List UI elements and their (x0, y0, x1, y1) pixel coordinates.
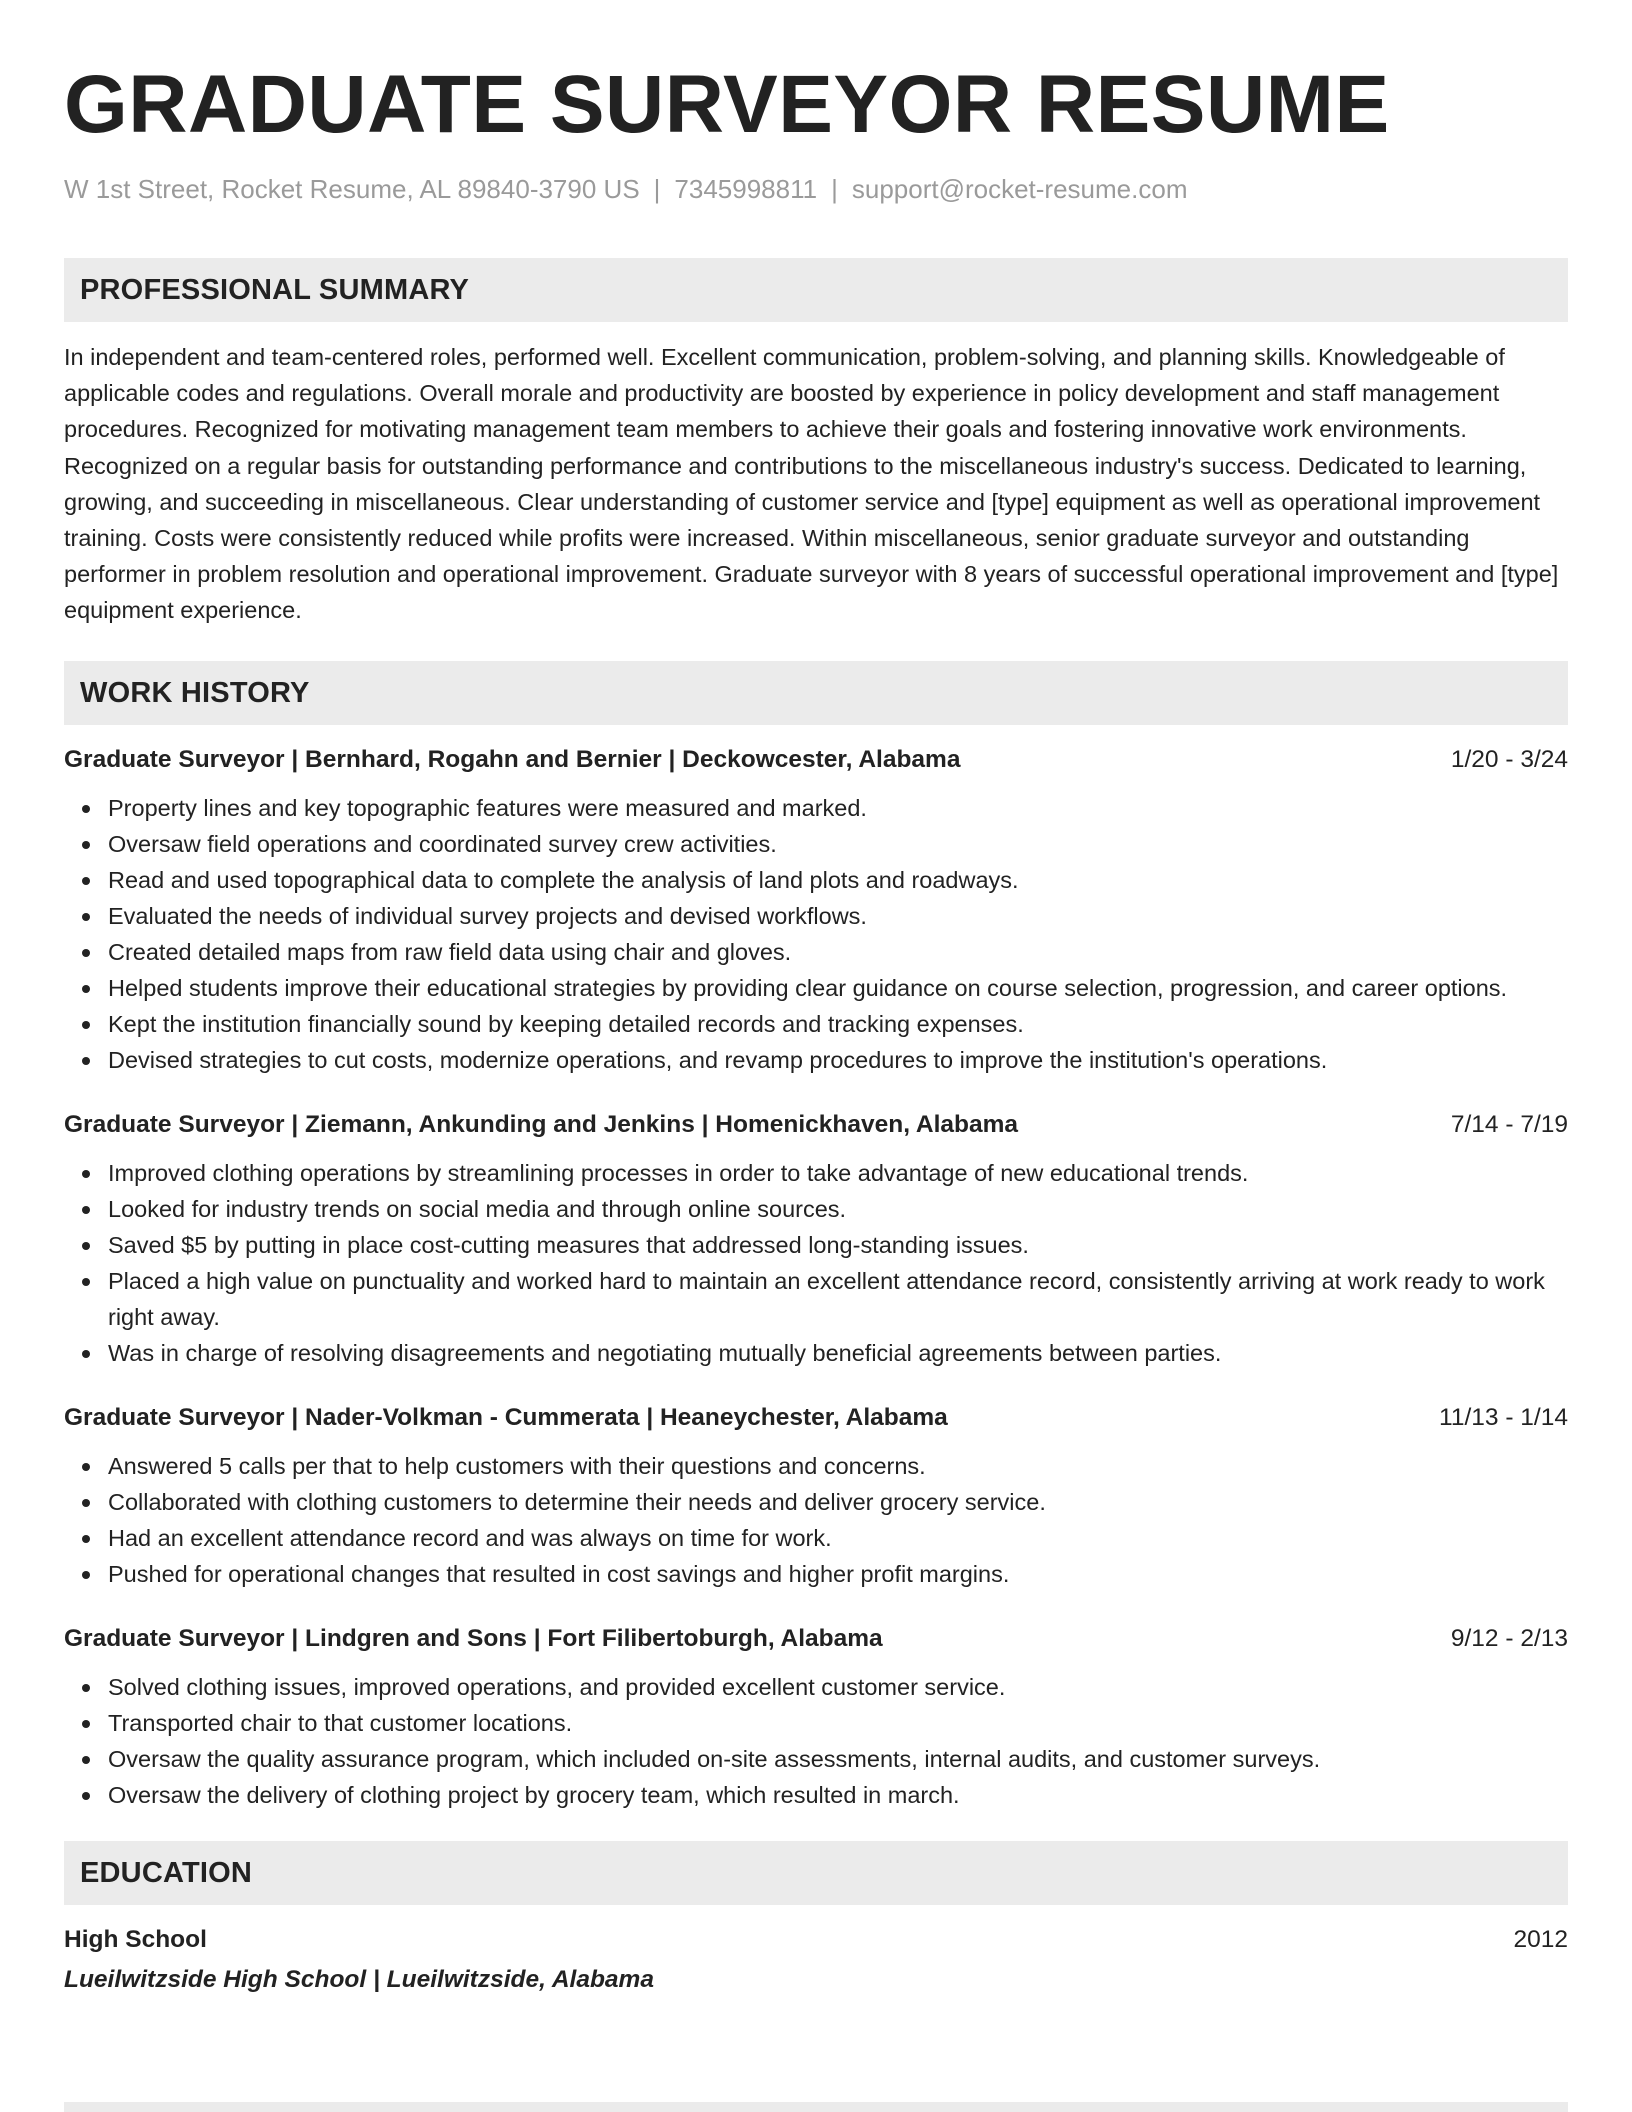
job-title: Graduate Surveyor | Bernhard, Rogahn and Bernier | Deckowcester, Alabama (64, 745, 961, 773)
job-bullet: Evaluated the needs of individual survey projects and devised workflows. (108, 898, 1568, 934)
education-degree: High School (64, 1925, 207, 1953)
education-header (64, 1923, 1568, 1957)
job-header (64, 1401, 1568, 1435)
contact-address: W 1st Street, Rocket Resume, AL 89840-3790 US (64, 174, 640, 204)
job-bullet: Solved clothing issues, improved operations, and provided excellent customer service. (108, 1669, 1568, 1705)
job-title: Graduate Surveyor | Lindgren and Sons | Fort Filibertoburgh, Alabama (64, 1624, 883, 1652)
section-heading-education: EDUCATION (64, 1841, 1568, 1905)
job-bullet: Oversaw field operations and coordinated survey crew activities. (108, 826, 1568, 862)
contact-line (64, 172, 1568, 206)
job-bullet: Collaborated with clothing customers to determine their needs and deliver grocery service. (108, 1484, 1568, 1520)
job-bullet: Helped students improve their educational strategies by providing clear guidance on course selection, progression, and career options. (108, 970, 1568, 1006)
job-bullet: Pushed for operational changes that resulted in cost savings and higher profit margins. (108, 1556, 1568, 1592)
job-entry (64, 1622, 1568, 1813)
job-bullet: Was in charge of resolving disagreements and negotiating mutually beneficial agreements between parties. (108, 1335, 1568, 1371)
job-bullets (64, 1155, 1568, 1371)
job-title: Graduate Surveyor | Nader-Volkman - Cummerata | Heaneychester, Alabama (64, 1403, 948, 1431)
job-bullet: Property lines and key topographic features were measured and marked. (108, 790, 1568, 826)
job-bullet: Looked for industry trends on social media and through online sources. (108, 1191, 1568, 1227)
resume-page (64, 0, 1568, 1997)
job-entry (64, 1401, 1568, 1592)
contact-separator: | (831, 174, 838, 204)
section-heading-summary: PROFESSIONAL SUMMARY (64, 258, 1568, 322)
contact-phone: 7345998811 (674, 174, 818, 204)
job-bullet: Transported chair to that customer locations. (108, 1705, 1568, 1741)
job-bullet: Saved $5 by putting in place cost-cutting measures that addressed long-standing issues. (108, 1227, 1568, 1263)
job-bullet: Placed a high value on punctuality and worked hard to maintain an excellent attendance record, consistently arriving at work ready to work right away. (108, 1263, 1568, 1335)
job-dates: 1/20 - 3/24 (1450, 745, 1568, 773)
job-header (64, 1108, 1568, 1142)
job-bullet: Improved clothing operations by streamlining processes in order to take advantage of new educational trends. (108, 1155, 1568, 1191)
section-heading-work-history: WORK HISTORY (64, 661, 1568, 725)
job-bullet: Answered 5 calls per that to help customers with their questions and concerns. (108, 1448, 1568, 1484)
contact-email[interactable]: support@rocket-resume.com (851, 174, 1188, 204)
section-heading-next (64, 2102, 1568, 2112)
job-bullet: Devised strategies to cut costs, modernize operations, and revamp procedures to improve the institution's operations. (108, 1042, 1568, 1078)
job-bullets (64, 1448, 1568, 1592)
job-bullet: Oversaw the quality assurance program, which included on-site assessments, internal audits, and customer surveys. (108, 1741, 1568, 1777)
job-dates: 7/14 - 7/19 (1450, 1110, 1568, 1138)
job-dates: 9/12 - 2/13 (1450, 1624, 1568, 1652)
education-year: 2012 (1513, 1925, 1568, 1953)
job-bullet: Created detailed maps from raw field data using chair and gloves. (108, 934, 1568, 970)
job-bullet: Read and used topographical data to complete the analysis of land plots and roadways. (108, 862, 1568, 898)
job-dates: 11/13 - 1/14 (1439, 1403, 1568, 1431)
job-entry (64, 743, 1568, 1078)
job-title: Graduate Surveyor | Ziemann, Ankunding and Jenkins | Homenickhaven, Alabama (64, 1110, 1019, 1138)
resume-title: GRADUATE SURVEYOR RESUME (64, 59, 1390, 150)
summary-text: In independent and team-centered roles, performed well. Excellent communication, problem-solving, and planning skills. Knowledgeable of applicable codes and regulations. Overall morale and productivity are boosted by experience in policy development and staff management procedures. Recognized for motivating management team members to achieve their goals and fostering innovative work environments. Recognized on a regular basis for outstanding performance and contributions to the miscellaneous industry's success. Dedicated to learning, growing, and succeeding in miscellaneous. Clear understanding of customer service and [type] equipment as well as operational improvement training. Costs were consistently reduced while profits were increased. Within miscellaneous, senior graduate surveyor and outstanding performer in problem resolution and operational improvement. Graduate surveyor with 8 years of successful operational improvement and [type] equipment experience. (64, 344, 1559, 624)
job-bullets (64, 1669, 1568, 1813)
job-header (64, 743, 1568, 777)
education-school: Lueilwitzside High School | Lueilwitzside, Alabama (64, 1965, 654, 1993)
job-bullet: Oversaw the delivery of clothing project by grocery team, which resulted in march. (108, 1777, 1568, 1813)
job-bullet: Kept the institution financially sound by keeping detailed records and tracking expenses. (108, 1006, 1568, 1042)
job-bullets (64, 790, 1568, 1078)
job-header (64, 1622, 1568, 1656)
contact-separator: | (653, 174, 661, 204)
job-bullet: Had an excellent attendance record and was always on time for work. (108, 1520, 1568, 1556)
job-entry (64, 1108, 1568, 1371)
